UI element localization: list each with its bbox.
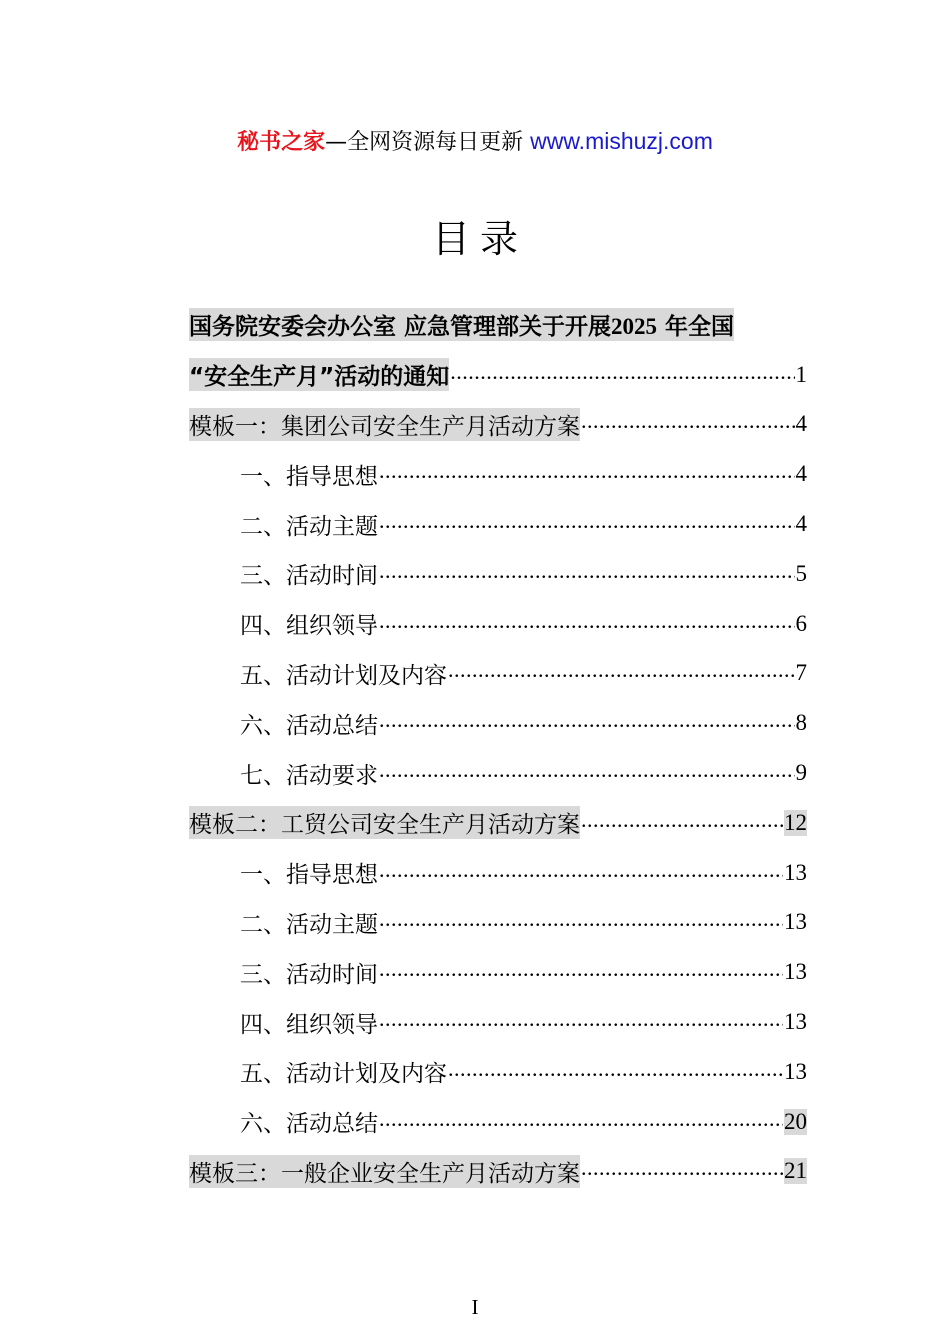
toc-entry-text: 二、活动主题	[240, 911, 378, 938]
toc-entry-notice[interactable]	[189, 350, 807, 400]
brand-name: 秘书之家	[237, 130, 326, 155]
toc-entry-text: 五、活动计划及内容	[240, 662, 447, 689]
table-of-contents	[189, 300, 807, 1196]
toc-entry-subsection[interactable]	[189, 499, 807, 549]
toc-page-number: 1	[795, 361, 807, 387]
toc-leader-dots	[581, 408, 795, 434]
toc-leader-dots	[581, 807, 783, 833]
toc-entry-subsection[interactable]	[189, 549, 807, 599]
toc-entry-subsection[interactable]	[189, 947, 807, 997]
toc-page-number: 13	[784, 859, 807, 885]
toc-leader-dots	[450, 359, 794, 385]
toc-page-number: 6	[795, 610, 807, 636]
toc-page-number: 5	[795, 560, 807, 586]
toc-entry-year: 2025	[611, 314, 658, 340]
toc-page-number: 4	[795, 511, 807, 537]
toc-entry-text: 一、指导思想	[240, 862, 378, 889]
toc-leader-dots	[379, 906, 783, 932]
document-title: 目录	[431, 217, 528, 261]
toc-leader-dots	[379, 558, 795, 584]
toc-entry-text	[189, 308, 734, 341]
toc-entry-subsection[interactable]	[189, 848, 807, 898]
toc-page-number: 21	[784, 1158, 807, 1184]
toc-entry-subsection[interactable]	[189, 649, 807, 699]
toc-entry-text: 六、活动总结	[240, 712, 378, 739]
toc-entry-text: “安全生产月”活动的通知	[189, 358, 449, 391]
toc-entry-subsection[interactable]	[189, 898, 807, 948]
toc-page-number: 9	[795, 760, 807, 786]
toc-entry-subsection[interactable]	[189, 1047, 807, 1097]
toc-entry-template-2[interactable]	[189, 798, 807, 848]
toc-page-number: 8	[795, 710, 807, 736]
toc-entry-subsection[interactable]	[189, 1097, 807, 1147]
toc-leader-dots	[581, 1155, 783, 1181]
toc-entry-subsection[interactable]	[189, 748, 807, 798]
toc-entry-text: 七、活动要求	[240, 762, 378, 789]
toc-page-number: 7	[795, 660, 807, 686]
toc-entry-text: 四、组织领导	[240, 1011, 378, 1038]
toc-leader-dots	[379, 458, 795, 484]
toc-leader-dots	[379, 757, 795, 783]
toc-entry-text: 六、活动总结	[240, 1111, 378, 1138]
site-header	[0, 124, 950, 160]
toc-entry-text: 二、活动主题	[240, 513, 378, 540]
toc-entry-text: 模板二：工贸公司安全生产月活动方案	[189, 806, 580, 839]
toc-leader-dots	[448, 1056, 783, 1082]
toc-entry-text: 五、活动计划及内容	[240, 1061, 447, 1088]
header-tagline: —全网资源每日更新	[325, 130, 531, 155]
toc-page-number: 4	[795, 461, 807, 487]
toc-page-number: 20	[784, 1108, 807, 1134]
toc-leader-dots	[379, 1106, 783, 1132]
toc-entry-text: 四、组织领导	[240, 613, 378, 640]
toc-entry-text: 三、活动时间	[240, 961, 378, 988]
toc-entry-subsection[interactable]	[189, 997, 807, 1047]
toc-leader-dots	[379, 707, 795, 733]
page-number-footer: I	[471, 1295, 479, 1319]
toc-page-number: 4	[795, 411, 807, 437]
toc-entry-notice-line1[interactable]	[189, 300, 807, 350]
toc-page-number: 13	[784, 909, 807, 935]
toc-leader-dots	[379, 857, 783, 883]
toc-entry-text-part: 国务院安委会办公室 应急管理部关于开展	[189, 314, 612, 341]
toc-page-number: 13	[784, 1009, 807, 1035]
toc-entry-text: 一、指导思想	[240, 463, 378, 490]
toc-entry-subsection[interactable]	[189, 698, 807, 748]
toc-page-number: 12	[784, 809, 807, 835]
toc-entry-text: 三、活动时间	[240, 563, 378, 590]
toc-entry-subsection[interactable]	[189, 449, 807, 499]
toc-entry-template-3[interactable]	[189, 1147, 807, 1197]
toc-entry-text-part: 年全国	[657, 314, 735, 341]
toc-page-number: 13	[784, 959, 807, 985]
toc-leader-dots	[379, 508, 795, 534]
toc-entry-subsection[interactable]	[189, 599, 807, 649]
toc-leader-dots	[379, 956, 783, 982]
website-link[interactable]: www.mishuzj.com	[530, 128, 713, 154]
toc-leader-dots	[379, 1006, 783, 1032]
toc-entry-text: 模板一：集团公司安全生产月活动方案	[189, 408, 580, 441]
toc-entry-template-1[interactable]	[189, 400, 807, 450]
toc-leader-dots	[448, 657, 795, 683]
toc-page-number: 13	[784, 1058, 807, 1084]
toc-leader-dots	[379, 608, 795, 634]
toc-entry-text: 模板三：一般企业安全生产月活动方案	[189, 1155, 580, 1188]
